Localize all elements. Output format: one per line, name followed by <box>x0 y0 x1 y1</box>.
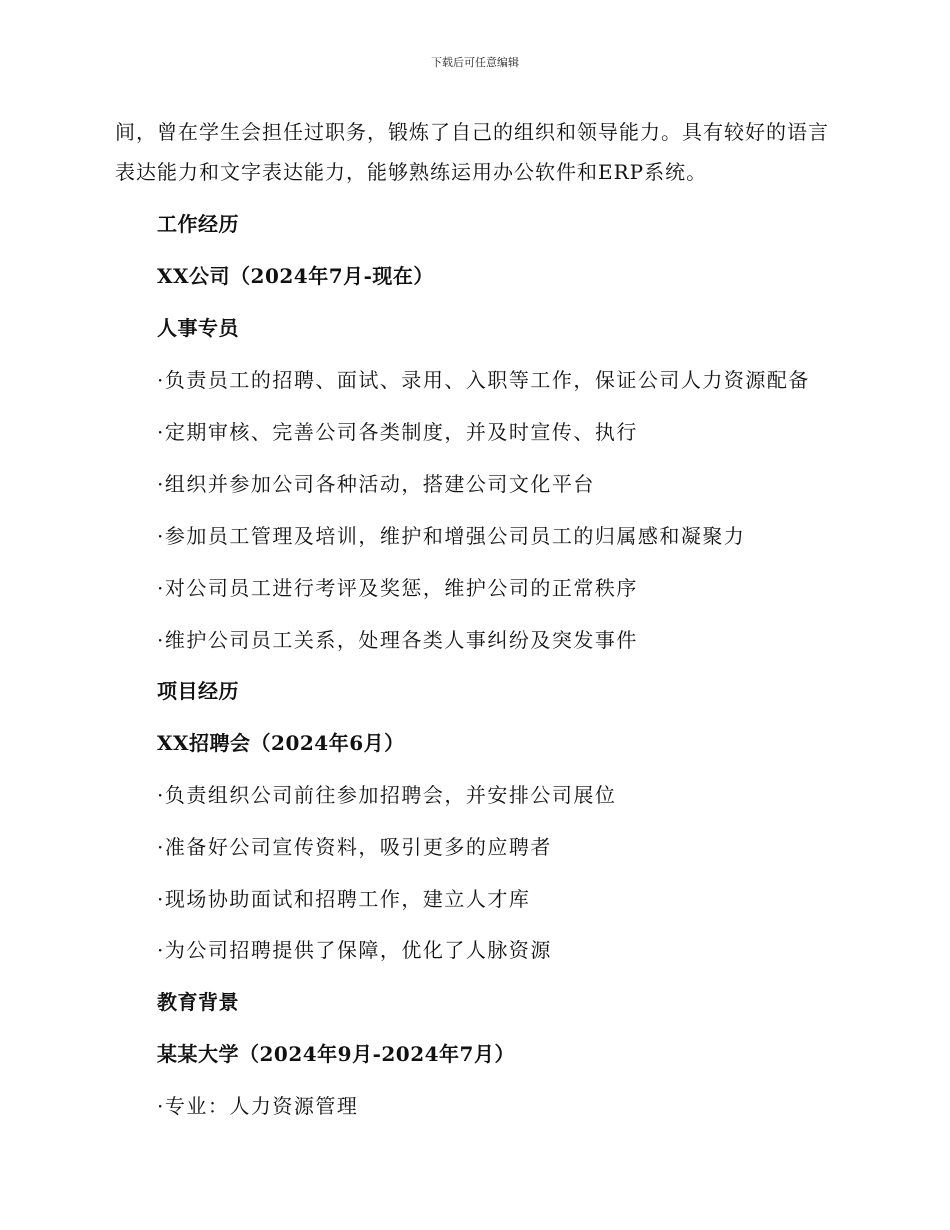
project-name: XX招聘会（2024年6月） <box>157 731 405 755</box>
work-company: XX公司（2024年7月-现在） <box>157 264 434 288</box>
project-item: ·现场协助面试和招聘工作，建立人才库 <box>157 887 531 911</box>
work-duty-item: ·维护公司员工关系，处理各类人事纠纷及突发事件 <box>157 628 638 652</box>
project-section-title: 项目经历 <box>157 679 239 703</box>
education-school: 某某大学（2024年9月-2024年7月） <box>157 1042 515 1066</box>
work-role: 人事专员 <box>157 316 239 340</box>
project-item: ·负责组织公司前往参加招聘会，并安排公司展位 <box>157 783 617 807</box>
education-item: ·专业：人力资源管理 <box>157 1094 359 1118</box>
education-section-title: 教育背景 <box>157 990 239 1014</box>
page-header: 下载后可任意编辑 <box>431 56 519 69</box>
work-duty-item: ·对公司员工进行考评及奖惩，维护公司的正常秩序 <box>157 576 638 600</box>
work-duty-item: ·参加员工管理及培训，维护和增强公司员工的归属感和凝聚力 <box>157 524 746 548</box>
work-duty-item: ·负责员工的招聘、面试、录用、入职等工作，保证公司人力资源配备 <box>157 368 810 392</box>
intro-paragraph: 间，曾在学生会担任过职务，锻炼了自己的组织和领导能力。具有较好的语言表达能力和文字表达能力，能够熟练运用办公软件和ERP系统。 <box>115 120 829 184</box>
work-duty-item: ·组织并参加公司各种活动，搭建公司文化平台 <box>157 472 595 496</box>
project-item: ·为公司招聘提供了保障，优化了人脉资源 <box>157 938 552 962</box>
work-section-title: 工作经历 <box>157 212 239 236</box>
project-item: ·准备好公司宣传资料，吸引更多的应聘者 <box>157 835 552 859</box>
work-duty-item: ·定期审核、完善公司各类制度，并及时宣传、执行 <box>157 420 638 444</box>
